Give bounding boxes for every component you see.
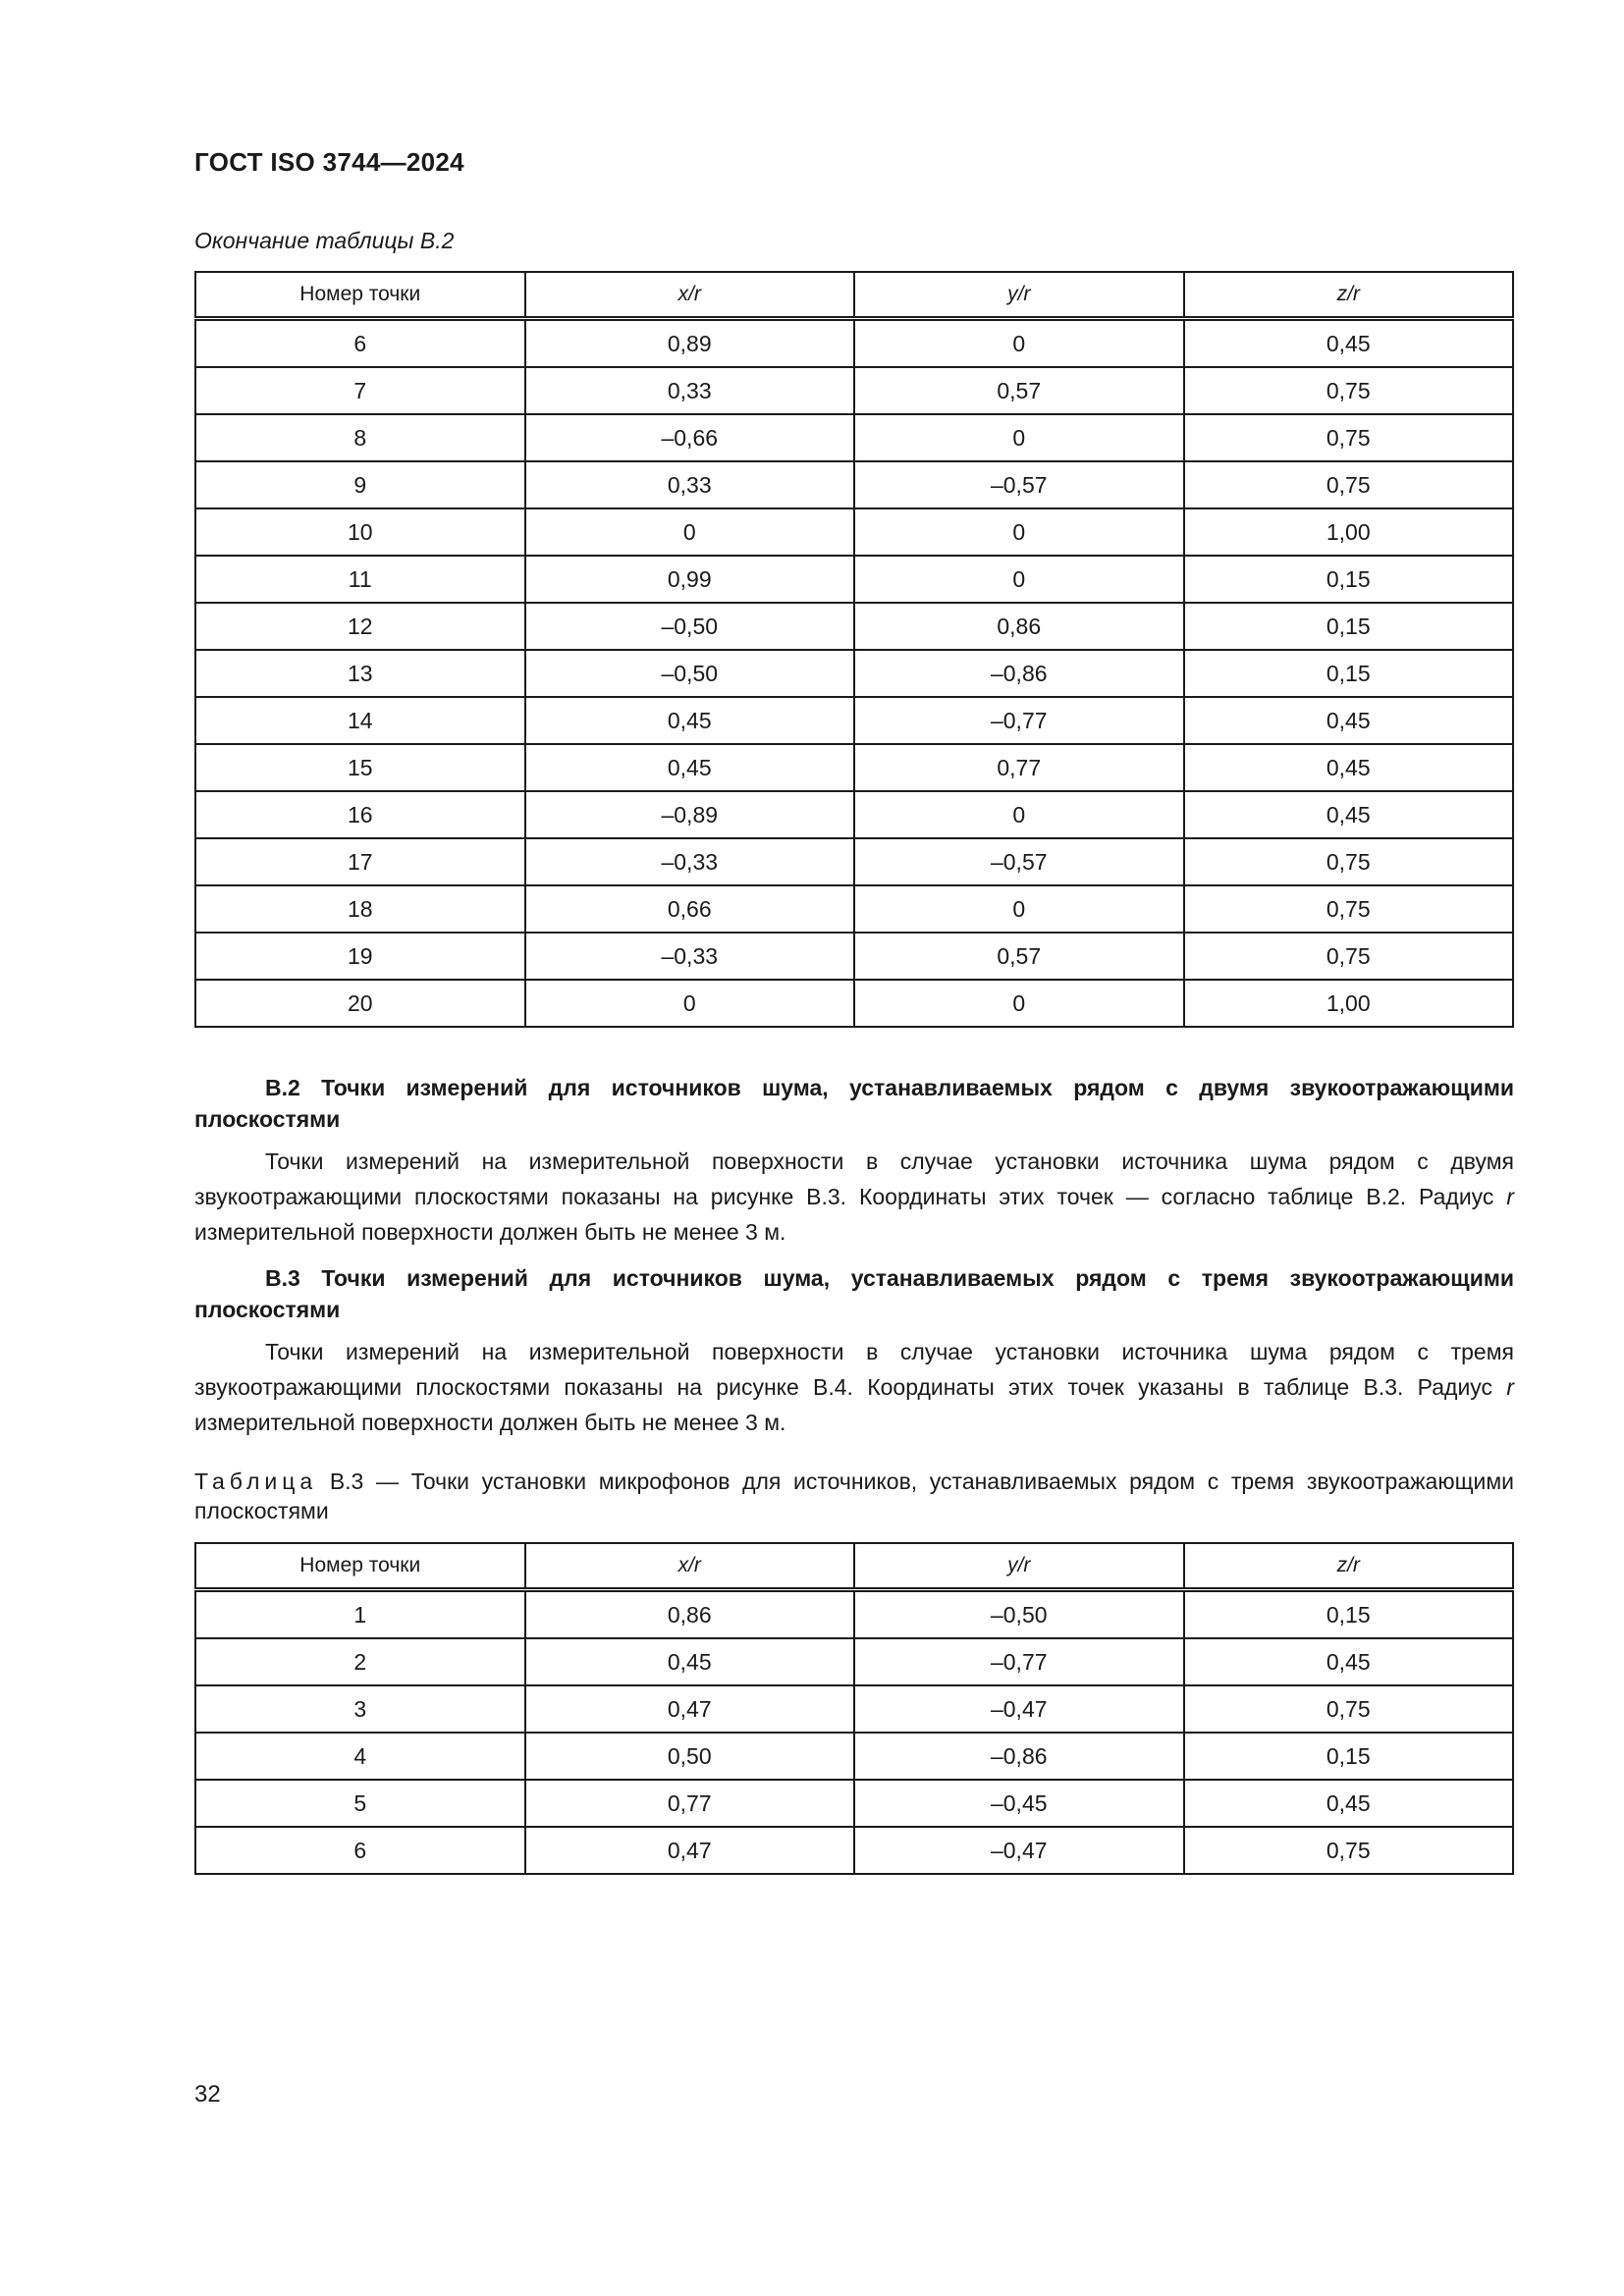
- table-row: [195, 461, 1513, 508]
- table-cell: 0,75: [1184, 461, 1514, 508]
- table-cell: 16: [195, 791, 525, 838]
- table-cell: 0,75: [1184, 885, 1514, 933]
- table-cell: 0,75: [1184, 1685, 1514, 1733]
- document-header: ГОСТ ISO 3744—2024: [194, 147, 464, 177]
- column-header: y/r: [854, 1543, 1184, 1590]
- table-cell: 4: [195, 1733, 525, 1780]
- table-cell: –0,77: [854, 1638, 1184, 1685]
- table-cell: 0: [854, 414, 1184, 461]
- table-cell: 0,66: [525, 885, 855, 933]
- table-cell: 0,45: [1184, 1638, 1514, 1685]
- table-cell: 0,45: [525, 1638, 855, 1685]
- table-header-row: [195, 1543, 1513, 1590]
- table-cell: 1,00: [1184, 980, 1514, 1027]
- table-cell: 0,86: [854, 603, 1184, 650]
- table-cell: –0,47: [854, 1827, 1184, 1874]
- table-cell: –0,57: [854, 461, 1184, 508]
- table-cell: 0,75: [1184, 367, 1514, 414]
- table-cell: 1: [195, 1590, 525, 1639]
- table-cell: 2: [195, 1638, 525, 1685]
- table-row: [195, 1685, 1513, 1733]
- table-row: [195, 603, 1513, 650]
- table-cell: 0: [854, 508, 1184, 556]
- table-cell: 0: [854, 980, 1184, 1027]
- column-header: y/r: [854, 272, 1184, 319]
- table-caption-text: B.3 — Точки установки микрофонов для источников, устанавливаемых рядом с тремя звукоотражающими плоскостями: [194, 1468, 1514, 1523]
- table-row: [195, 697, 1513, 744]
- table-cell: 0,15: [1184, 1590, 1514, 1639]
- table-cell: 17: [195, 838, 525, 885]
- table-cell: 0: [854, 556, 1184, 603]
- page-number: 32: [194, 2081, 221, 2108]
- table-row: [195, 838, 1513, 885]
- table-cell: 0,15: [1184, 650, 1514, 697]
- table-cell: –0,86: [854, 650, 1184, 697]
- table-cell: 0,45: [1184, 1780, 1514, 1827]
- table-row: [195, 1733, 1513, 1780]
- table-row: [195, 367, 1513, 414]
- table-cell: 0,47: [525, 1685, 855, 1733]
- table-cell: 0,75: [1184, 933, 1514, 980]
- table-row: [195, 508, 1513, 556]
- table-row: [195, 744, 1513, 791]
- table-cell: 0: [854, 885, 1184, 933]
- radius-symbol: r: [1506, 1184, 1514, 1209]
- table-row: [195, 1827, 1513, 1874]
- table-cell: 0: [854, 791, 1184, 838]
- table-row: [195, 650, 1513, 697]
- table-cell: –0,33: [525, 933, 855, 980]
- table-cell: 0,15: [1184, 603, 1514, 650]
- table-cell: 0,75: [1184, 1827, 1514, 1874]
- table-cell: –0,45: [854, 1780, 1184, 1827]
- table-cell: –0,89: [525, 791, 855, 838]
- table-cell: 0,77: [525, 1780, 855, 1827]
- table-cell: 3: [195, 1685, 525, 1733]
- table-cell: 0,33: [525, 367, 855, 414]
- table-cell: 6: [195, 319, 525, 368]
- table-row: [195, 885, 1513, 933]
- table-caption-label: Таблица: [194, 1468, 318, 1494]
- table-cell: 0,75: [1184, 414, 1514, 461]
- table-cell: 15: [195, 744, 525, 791]
- table-cell: 0,57: [854, 933, 1184, 980]
- table-cell: –0,50: [525, 603, 855, 650]
- table-cell: 9: [195, 461, 525, 508]
- table-cell: 6: [195, 1827, 525, 1874]
- table-cell: 11: [195, 556, 525, 603]
- table-cell: 14: [195, 697, 525, 744]
- table-cell: 19: [195, 933, 525, 980]
- table-row: [195, 980, 1513, 1027]
- table-cell: 1,00: [1184, 508, 1514, 556]
- column-header: z/r: [1184, 1543, 1514, 1590]
- table-cell: 0,50: [525, 1733, 855, 1780]
- table-b3: [194, 1542, 1514, 1875]
- table-cell: –0,77: [854, 697, 1184, 744]
- table-row: [195, 414, 1513, 461]
- column-header: x/r: [525, 1543, 855, 1590]
- column-header: Номер точки: [195, 272, 525, 319]
- paragraph-b2: [194, 1144, 1514, 1250]
- table-cell: 0,47: [525, 1827, 855, 1874]
- table-cell: 0,15: [1184, 556, 1514, 603]
- table-cell: 0,45: [525, 697, 855, 744]
- table-cell: 12: [195, 603, 525, 650]
- table-row: [195, 933, 1513, 980]
- table-row: [195, 1780, 1513, 1827]
- table-cell: 0,77: [854, 744, 1184, 791]
- table-cell: 0,45: [1184, 319, 1514, 368]
- table-header-row: [195, 272, 1513, 319]
- table-cell: 0,45: [1184, 697, 1514, 744]
- table-row: [195, 319, 1513, 368]
- table-cell: –0,47: [854, 1685, 1184, 1733]
- table-b2-continuation: [194, 271, 1514, 1028]
- table-cell: 13: [195, 650, 525, 697]
- table-cell: 0,45: [1184, 791, 1514, 838]
- paragraph-text: Точки измерений на измерительной поверхности в случае установки источника шума рядом с двумя звукоотражающими плоскостями показаны на рисунке B.3. Координаты этих точек — согласно таблице B.2. Радиус: [194, 1148, 1514, 1209]
- column-header: z/r: [1184, 272, 1514, 319]
- table-cell: 7: [195, 367, 525, 414]
- table-cell: 18: [195, 885, 525, 933]
- table-cell: 0,45: [525, 744, 855, 791]
- table-cell: 0,99: [525, 556, 855, 603]
- section-heading-b3: B.3 Точки измерений для источников шума, устанавливаемых рядом с тремя звукоотражающими плоскостями: [194, 1265, 1514, 1322]
- table-b3-caption: [194, 1467, 1514, 1525]
- column-header: x/r: [525, 272, 855, 319]
- column-header: Номер точки: [195, 1543, 525, 1590]
- table-row: [195, 1590, 1513, 1639]
- table-cell: –0,86: [854, 1733, 1184, 1780]
- table-cell: 10: [195, 508, 525, 556]
- table-cell: –0,57: [854, 838, 1184, 885]
- paragraph-b3: [194, 1334, 1514, 1440]
- table-cell: 0,86: [525, 1590, 855, 1639]
- paragraph-text: измерительной поверхности должен быть не менее 3 м.: [194, 1410, 786, 1435]
- table-cell: –0,33: [525, 838, 855, 885]
- table-cell: 0: [525, 508, 855, 556]
- radius-symbol: r: [1506, 1374, 1514, 1400]
- table-row: [195, 556, 1513, 603]
- table-cell: 0,89: [525, 319, 855, 368]
- table-cell: –0,66: [525, 414, 855, 461]
- section-heading-b2: B.2 Точки измерений для источников шума, устанавливаемых рядом с двумя звукоотражающими плоскостями: [194, 1075, 1514, 1132]
- paragraph-text: Точки измерений на измерительной поверхности в случае установки источника шума рядом с тремя звукоотражающими плоскостями показаны на рисунке B.4. Координаты этих точек указаны в таблице B.3. Радиус: [194, 1339, 1514, 1400]
- table-cell: 0,75: [1184, 838, 1514, 885]
- table-cell: 8: [195, 414, 525, 461]
- table-cell: –0,50: [854, 1590, 1184, 1639]
- table-cell: 0,57: [854, 367, 1184, 414]
- paragraph-text: измерительной поверхности должен быть не менее 3 м.: [194, 1219, 786, 1245]
- table-cell: 20: [195, 980, 525, 1027]
- table-cell: –0,50: [525, 650, 855, 697]
- table-row: [195, 791, 1513, 838]
- table-cell: 0: [525, 980, 855, 1027]
- table-cell: 0,15: [1184, 1733, 1514, 1780]
- table-cell: 5: [195, 1780, 525, 1827]
- table-cell: 0,45: [1184, 744, 1514, 791]
- table-continuation-caption: Окончание таблицы B.2: [194, 228, 455, 253]
- table-row: [195, 1638, 1513, 1685]
- table-cell: 0: [854, 319, 1184, 368]
- table-cell: 0,33: [525, 461, 855, 508]
